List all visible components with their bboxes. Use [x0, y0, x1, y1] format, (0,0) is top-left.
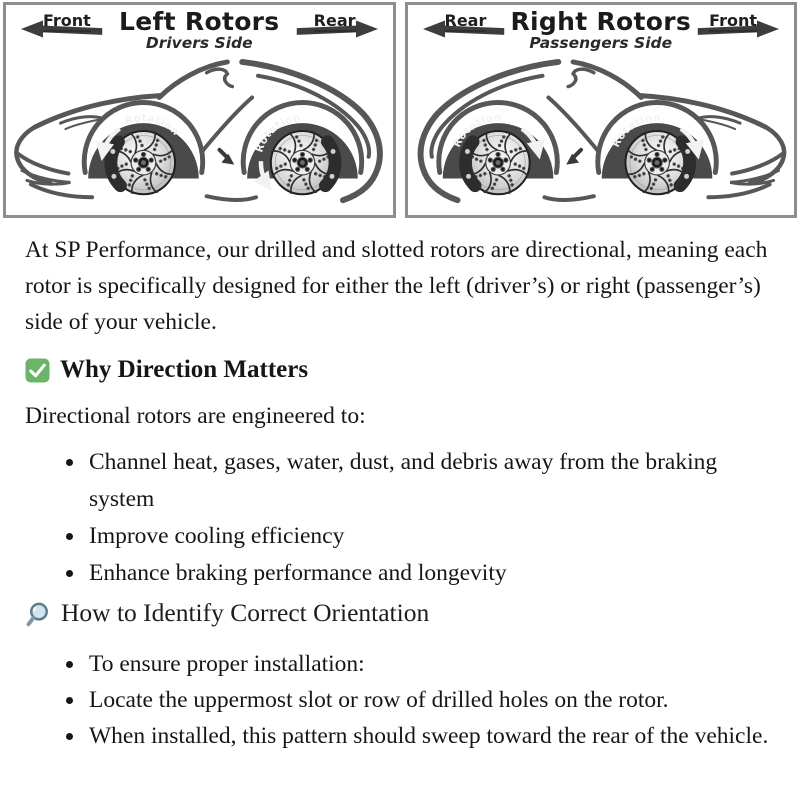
direction-text: Rear — [313, 11, 356, 30]
heading-text: Why Direction Matters — [60, 356, 309, 383]
rotor-diagram-row — [0, 0, 800, 218]
panel-title: Right Rotors — [510, 7, 692, 36]
front-direction-label — [675, 11, 787, 43]
article-body — [0, 218, 800, 754]
rotation-label: Rotation — [253, 112, 302, 154]
section-heading-why-direction-matters — [25, 356, 770, 384]
front-direction-label — [13, 11, 125, 43]
list-item: • Channel heat, gases, water, dust, and debris away from the braking system — [86, 444, 770, 518]
list-item: • Improve cooling efficiency — [86, 518, 770, 555]
list-item: • To ensure proper installation: — [86, 646, 770, 682]
left-rotors-panel — [3, 2, 396, 218]
section-heading-identify-orientation — [25, 598, 770, 628]
list-item: • Locate the uppermost slot or row of drilled holes on the rotor. — [86, 682, 770, 718]
magnifying-glass-icon — [25, 601, 52, 628]
check-mark-icon — [25, 358, 50, 383]
list-item: • Enhance braking performance and longevity — [86, 555, 770, 592]
rear-direction-label — [415, 11, 527, 43]
rotation-label: Rotation — [609, 112, 661, 150]
section1-lead: Directional rotors are engineered to: — [25, 403, 366, 429]
rotation-label: Rotation — [123, 112, 182, 139]
panel-subtitle: Passengers Side — [529, 34, 673, 52]
list-item: • When installed, this pattern should sweep toward the rear of the vehicle. — [86, 718, 770, 754]
rear-direction-label — [274, 11, 386, 43]
direction-text: Rear — [444, 11, 487, 30]
benefits-list — [25, 444, 770, 592]
right-car-diagram — [408, 56, 795, 214]
direction-text: Front — [709, 11, 757, 30]
panel-title: Left Rotors — [119, 7, 280, 36]
right-rotors-panel — [405, 2, 798, 218]
panel-subtitle: Drivers Side — [145, 34, 253, 52]
intro-paragraph: At SP Performance, our drilled and slotted rotors are directional, meaning each rotor is specifically designed for either the left (driver’s) or right (passenger’s) side of your vehicle. — [25, 237, 768, 335]
direction-text: Front — [43, 11, 91, 30]
left-car-diagram — [6, 56, 393, 214]
installation-list — [25, 646, 770, 754]
heading-text: How to Identify Correct Orientation — [61, 598, 430, 627]
rotation-label: Rotation — [450, 112, 502, 150]
